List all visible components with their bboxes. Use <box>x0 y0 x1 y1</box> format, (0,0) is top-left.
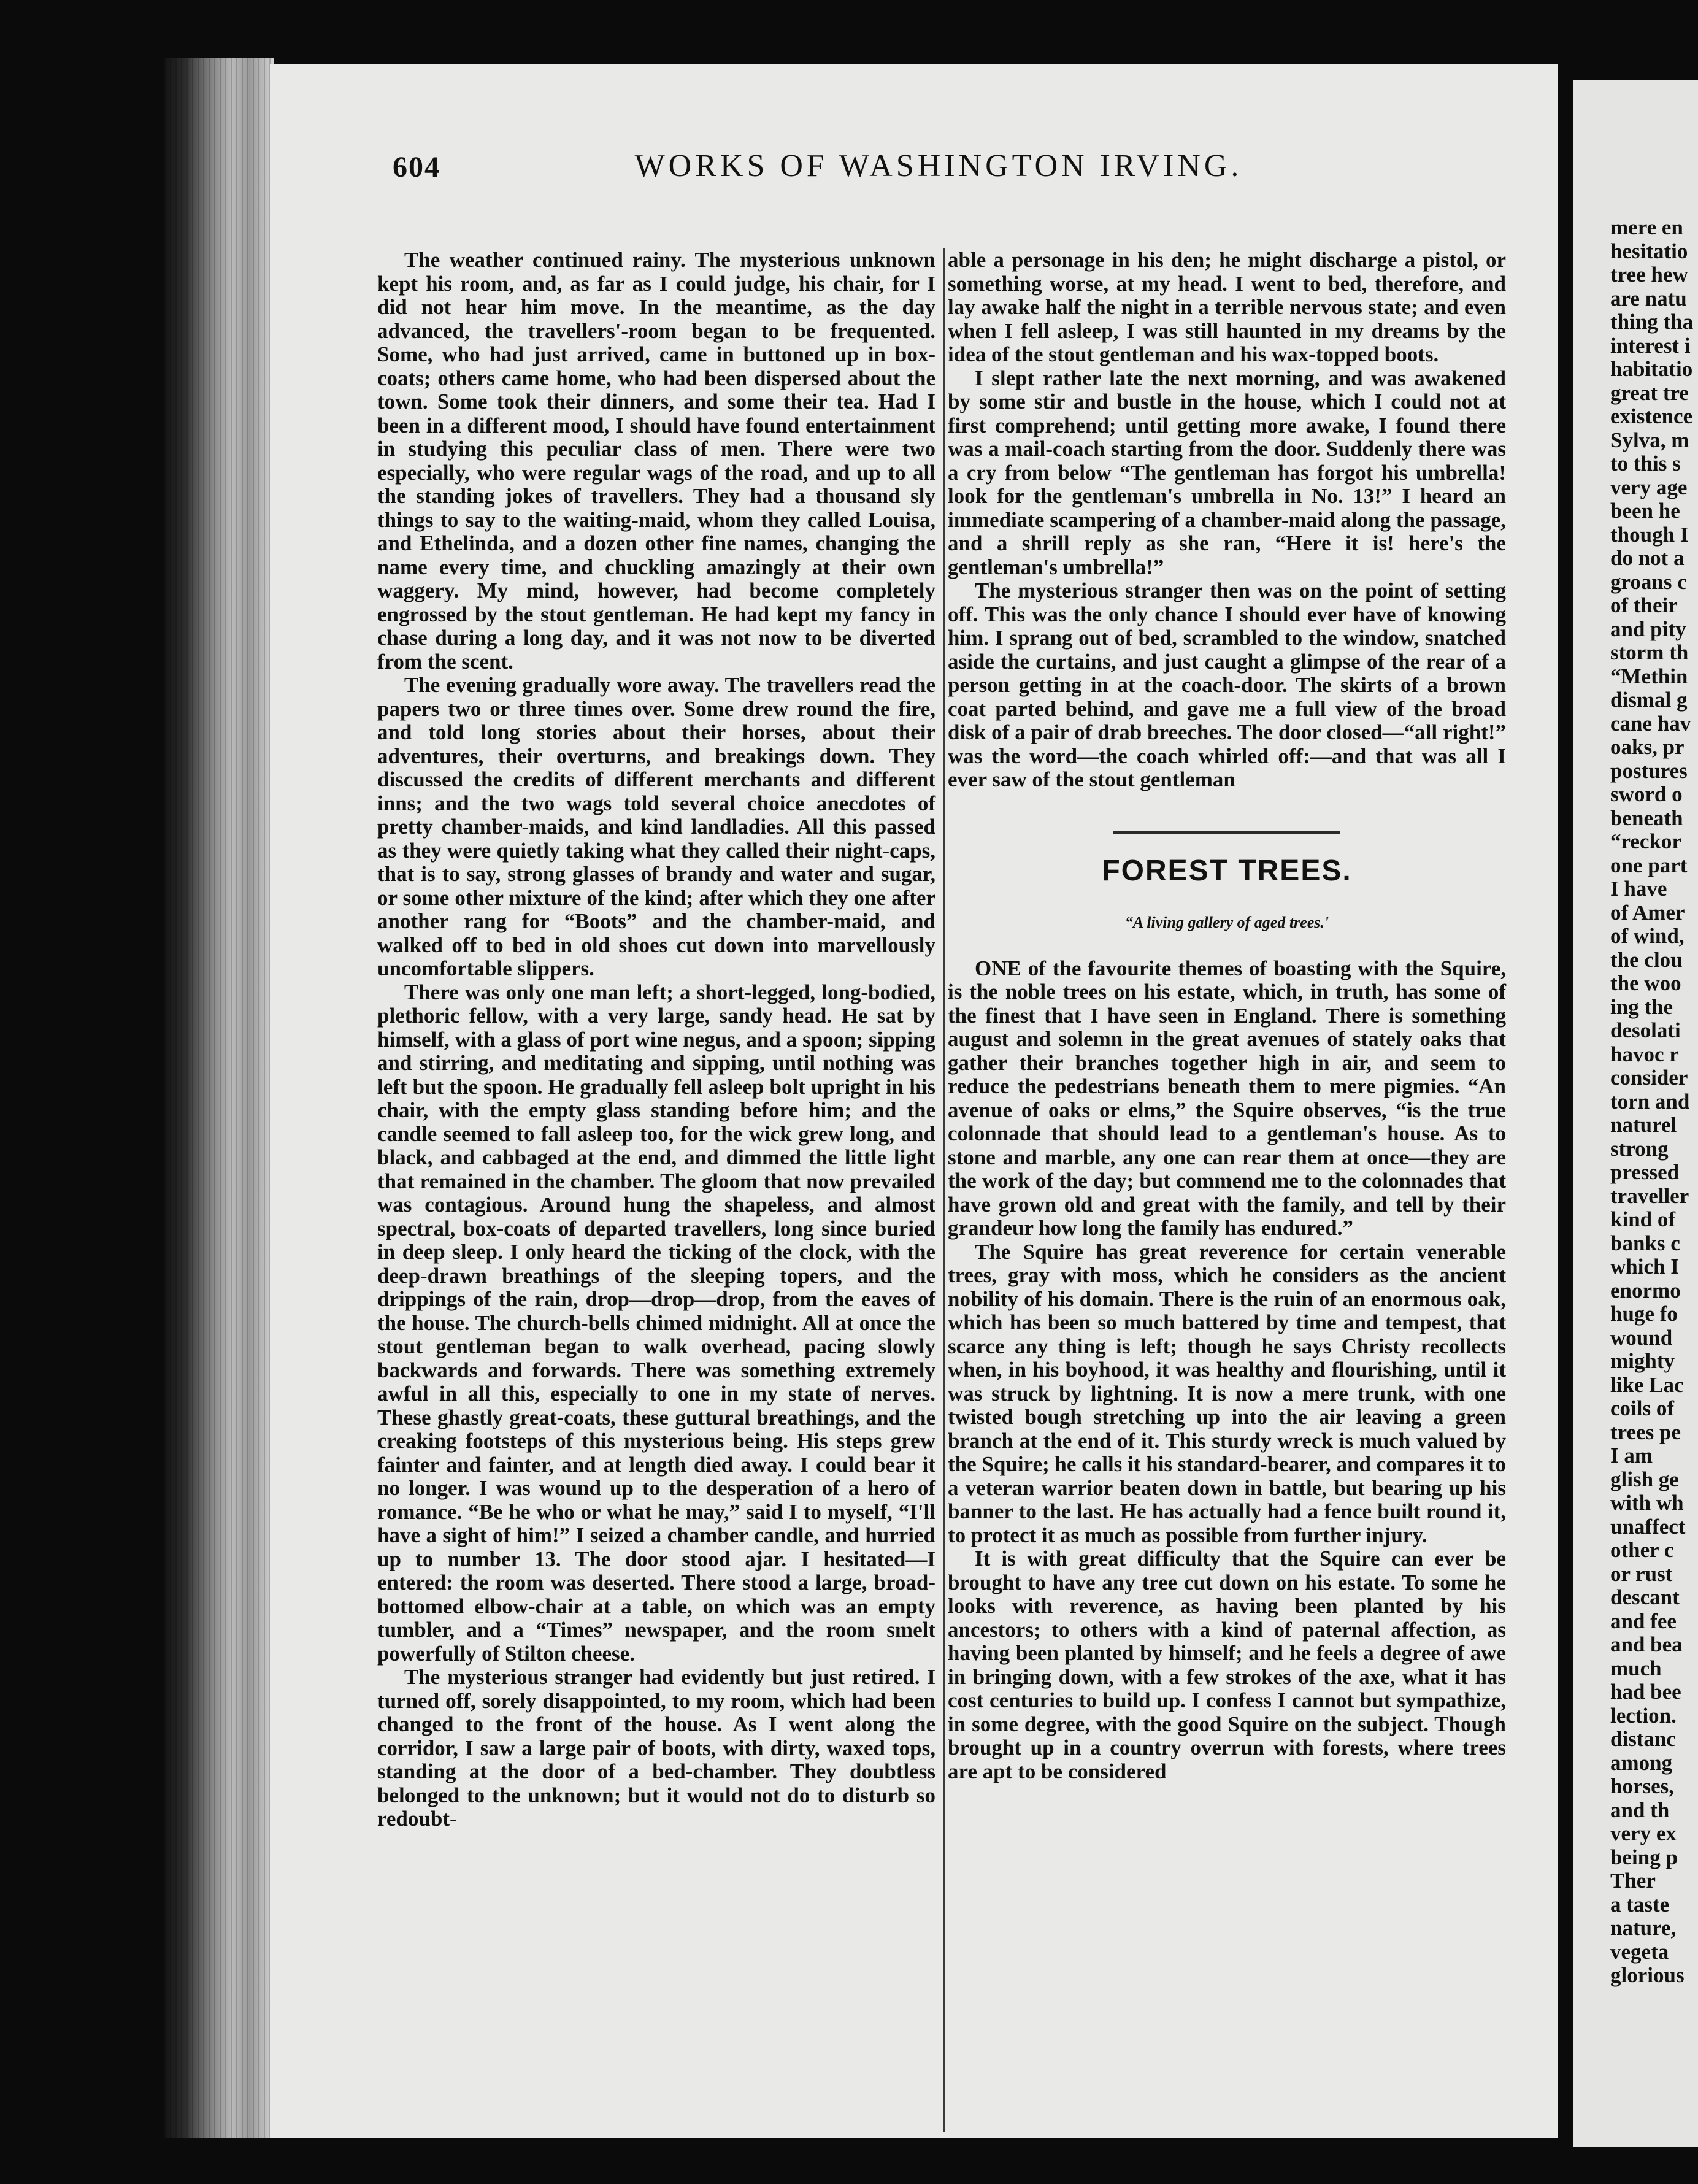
adjacent-line: “Methin <box>1610 664 1688 688</box>
adjacent-line: I am <box>1610 1444 1653 1467</box>
paragraph: It is with great difficulty that the Squire can ever be brought to have any tree cut down on his estate. To some he looks with reverence, as having been planted by his ancestors; to others with a kind of paternal affection, as having been planted by himself; and he feels a degree of awe in bringing down, with a few strokes of the axe, what it has cost centuries to build up. I confess I cannot but sympathize, in some degree, with the good Squire on the subject. Though brought up in a country overrun with forests, where trees are apt to be considered <box>948 1547 1506 1783</box>
adjacent-line: unaffect <box>1610 1514 1686 1539</box>
adjacent-line: and pity <box>1610 617 1686 641</box>
adjacent-line: interest i <box>1610 333 1691 358</box>
adjacent-line: naturel <box>1610 1113 1677 1137</box>
paragraph: The mysterious stranger had evidently but just retired. I turned off, sorely disappointed, to my room, which had been changed to the front of the house. As I went along the corridor, I saw a large pair of boots, with dirty, waxed tops, standing at the door of a bed-chamber. They doubtless belonged to the unknown; but it would not do to disturb so redoubt- <box>377 1665 935 1831</box>
adjacent-line: like Lac <box>1610 1372 1684 1397</box>
adjacent-line: oaks, pr <box>1610 735 1685 759</box>
adjacent-line: desolati <box>1610 1018 1681 1042</box>
adjacent-line: glish ge <box>1610 1467 1679 1491</box>
column-rule <box>943 248 945 2132</box>
page-number: 604 <box>393 151 440 183</box>
adjacent-line: very ex <box>1610 1821 1677 1845</box>
adjacent-line: groans c <box>1610 569 1687 594</box>
adjacent-line: been he <box>1610 499 1680 523</box>
adjacent-line: a taste <box>1610 1892 1670 1917</box>
adjacent-line: the clou <box>1610 947 1683 972</box>
adjacent-line: ing the <box>1610 994 1673 1019</box>
adjacent-line: which I <box>1610 1255 1679 1278</box>
adjacent-line: with wh <box>1610 1491 1684 1515</box>
adjacent-line: are natu <box>1610 286 1687 310</box>
adjacent-line: mighty <box>1610 1349 1675 1373</box>
adjacent-line: thing tha <box>1610 310 1694 334</box>
adjacent-line: strong <box>1610 1136 1669 1161</box>
adjacent-line: distanc <box>1610 1727 1676 1751</box>
adjacent-line: coils of <box>1610 1396 1675 1420</box>
adjacent-line: the woo <box>1610 971 1681 995</box>
adjacent-line: of Amer <box>1610 900 1685 925</box>
adjacent-line: havoc r <box>1610 1042 1679 1066</box>
book-page <box>270 64 1558 2138</box>
paragraph <box>948 957 1506 1240</box>
paragraph: The evening gradually wore away. The travellers read the papers two or three times over. Some drew round the fire, and told long stories about their horses, about their adventures, their overturns, and breakings down. They discussed the credits of different merchants and different inns; and the two wags told several choice anecdotes of pretty chamber-maids, and kind landladies. All this passed as they were quietly taking what they called their night-caps, that is to say, strong glasses of brandy and water and sugar, or some other mixture of the kind; after which they one after another rang for “Boots” and the chamber-maid, and walked off to bed in old shoes cut down into marvellously uncomfortable slippers. <box>377 673 935 980</box>
left-column <box>377 248 935 1831</box>
adjacent-line: traveller <box>1610 1183 1689 1208</box>
adjacent-line: banks c <box>1610 1231 1680 1255</box>
adjacent-line: horses, <box>1610 1774 1675 1798</box>
adjacent-line: other c <box>1610 1538 1674 1562</box>
adjacent-line: though I <box>1610 522 1689 547</box>
paragraph: The Squire has great reverence for certain venerable trees, gray with moss, which he considers as the ancient nobility of his domain. There is the ruin of an enormous oak, which has been so much battered by time and tempest, that scarce any thing is left; though he says Christy recollects when, in his boyhood, it was healthy and flourishing, until it was struck by lightning. It is now a mere trunk, with one twisted bough stretching up into the air leaving a green branch at the end of it. This sturdy wreck is much valued by the Squire; he calls it his standard-bearer, and compares it to a veteran warrior beaten down in battle, but bearing up his banner to the last. He has actually had a fence built round it, to protect it as much as possible from further injury. <box>948 1239 1506 1547</box>
adjacent-line: nature, <box>1610 1916 1677 1940</box>
adjacent-page-text <box>1573 80 1698 1988</box>
book-gutter <box>164 58 274 2138</box>
section-divider <box>1113 831 1340 834</box>
adjacent-line: lection. <box>1610 1703 1677 1728</box>
adjacent-line: consider <box>1610 1066 1688 1090</box>
adjacent-line: sword o <box>1610 782 1683 806</box>
page-header <box>393 138 1485 193</box>
adjacent-line: enormo <box>1610 1278 1681 1302</box>
adjacent-line: storm th <box>1610 640 1689 664</box>
paragraph-text: of the favourite themes of boasting with the Squire, is the noble trees on his estate, which, in truth, has some of the finest that I have seen in England. There is something august and solemn in the great avenues of stately oaks that gather their branches together high in air, and seem to reduce the pedestrians beneath them to mere pigmies. “An avenue of oaks or elms,” the Squire observes, “is the true colonnade that should lead to a gentleman's house. As to stone and marble, any one can rear them at once—they are the work of the day; but commend me to the colonnades that have grown old and great with the family, and tell by their grandeur how long the family has endured.” <box>948 956 1506 1240</box>
adjacent-line: to this s <box>1610 452 1681 475</box>
adjacent-line: vegeta <box>1610 1939 1669 1964</box>
adjacent-line: Sylva, m <box>1610 428 1689 452</box>
running-title: WORKS OF WASHINGTON IRVING. <box>634 148 1243 183</box>
adjacent-line: much <box>1610 1656 1662 1680</box>
section-title: FOREST TREES. <box>1102 854 1352 887</box>
adjacent-line: habitatio <box>1610 357 1693 381</box>
adjacent-line: dismal g <box>1610 688 1688 712</box>
adjacent-line: descant <box>1610 1585 1680 1609</box>
adjacent-line: being p <box>1610 1845 1678 1869</box>
adjacent-line: tree hew <box>1610 263 1688 286</box>
drop-word: ONE <box>975 956 1021 980</box>
paragraph: The weather continued rainy. The mysterious unknown kept his room, and, as far as I could judge, his chair, for I did not hear him move. In the meantime, as the day advanced, the travellers'-room began to be frequented. Some, who had just arrived, came in buttoned up in box-coats; others came home, who had been dispersed about the town. Some took their dinners, and some their tea. Had I been in a different mood, I should have found entertainment in studying this peculiar class of men. There were two especially, who were regular wags of the road, and up to all the standing jokes of travellers. They had a thousand sly things to say to the waiting-maid, whom they called Louisa, and Ethelinda, and a dozen other fine names, changing the name every time, and chuckling amazingly at their own waggery. My mind, however, had become completely engrossed by the stout gentleman. He had kept my fancy in chase during a long day, and it was not now to be diverted from the scent. <box>377 248 935 674</box>
adjacent-line: trees pe <box>1610 1420 1681 1444</box>
adjacent-line: torn and <box>1610 1089 1690 1113</box>
paragraph: I slept rather late the next morning, and was awakened by some stir and bustle in the house, which I could not at first comprehend; until getting more awake, I found there was a mail-coach starting from the door. Suddenly there was a cry from below “The gentleman has forgot his umbrella! look for the gentleman's umbrella in No. 13!” I heard an immediate scampering of a chamber-maid along the passage, and a shrill reply as she ran, “Here it is! here's the gentleman's umbrella!” <box>948 366 1506 579</box>
adjacent-line: huge fo <box>1610 1302 1678 1326</box>
adjacent-line: beneath <box>1610 806 1683 830</box>
paragraph: The mysterious stranger then was on the point of setting off. This was the only chance I should ever have of knowing him. I sprang out of bed, scrambled to the window, snatched aside the curtains, and just caught a glimpse of the rear of a person getting in at the coach-door. The skirts of a brown coat parted behind, and gave me a full view of the broad disk of a pair of drab breeches. The door closed—“all right!” was the word—the coach whirled off:—and that was all I ever saw of the stout gentleman <box>948 579 1506 791</box>
adjacent-line: wound <box>1610 1325 1673 1350</box>
adjacent-line: glorious <box>1610 1963 1685 1987</box>
adjacent-line: Ther <box>1610 1869 1656 1893</box>
epigraph: “A living gallery of aged trees.' <box>1124 913 1329 931</box>
paragraph: There was only one man left; a short-legged, long-bodied, plethoric fellow, with a very large, sandy head. He sat by himself, with a glass of port wine negus, and a spoon; sipping and stirring, and meditating and sipping, until nothing was left but the spoon. He gradually fell asleep bolt upright in his chair, with the empty glass standing before him; and the candle seemed to fall asleep too, for the wick grew long, and black, and cabbaged at the end, and dimmed the little light that remained in the chamber. The gloom that now prevailed was contagious. Around hung the shapeless, and almost spectral, box-coats of departed travellers, long since buried in deep sleep. I only heard the ticking of the clock, with the deep-drawn breathings of the sleeping topers, and the drippings of the rain, drop—drop—drop, from the eaves of the house. The church-bells chimed midnight. All at once the stout gentleman began to walk overhead, pacing slowly backwards and forwards. There was something extremely awful in all this, especially to one in my state of nerves. These ghastly great-coats, these guttural breathings, and the creaking footsteps of this mysterious being. His steps grew fainter and fainter, and at length died away. I could bear it no longer. I was wound up to the desperation of a hero of romance. “Be he who or what he may,” said I to myself, “I'll have a sight of him!” I seized a chamber candle, and hurried up to number 13. The door stood ajar. I hesitated—I entered: the room was deserted. There stood a large, broad-bottomed elbow-chair at a table, on which was an empty tumbler, and a “Times” newspaper, and the room smelt powerfully of Stilton cheese. <box>377 980 935 1666</box>
adjacent-line: and bea <box>1610 1632 1683 1656</box>
adjacent-line: I have <box>1610 877 1667 901</box>
adjacent-line: had bee <box>1610 1680 1681 1704</box>
adjacent-line: postures <box>1610 758 1688 783</box>
adjacent-line: among <box>1610 1750 1673 1775</box>
adjacent-line: do not a <box>1610 546 1685 570</box>
adjacent-line: hesitatio <box>1610 239 1688 263</box>
adjacent-line: very age <box>1610 475 1688 499</box>
adjacent-line: or rust <box>1610 1561 1673 1586</box>
paragraph-continued: able a personage in his den; he might discharge a pistol, or something worse, at my head. I went to bed, therefore, and lay awake half the night in a terrible nervous state; and even when I fell asleep, I was still haunted in my dreams by the idea of the stout gentleman and his wax-topped boots. <box>948 248 1506 366</box>
adjacent-line: “reckor <box>1610 829 1681 853</box>
adjacent-line: great tre <box>1610 380 1689 405</box>
adjacent-line: existence <box>1610 404 1693 428</box>
adjacent-line: one part <box>1610 853 1688 877</box>
adjacent-line: kind of <box>1610 1207 1676 1231</box>
adjacent-line: mere en <box>1610 215 1683 239</box>
adjacent-line: cane hav <box>1610 711 1691 736</box>
adjacent-page <box>1573 80 1698 2147</box>
right-column <box>948 248 1506 1783</box>
adjacent-line: of wind, <box>1610 924 1685 948</box>
adjacent-line: and th <box>1610 1798 1670 1822</box>
adjacent-line: of their <box>1610 593 1678 617</box>
adjacent-line: pressed <box>1610 1160 1680 1184</box>
adjacent-line: and fee <box>1610 1609 1677 1633</box>
